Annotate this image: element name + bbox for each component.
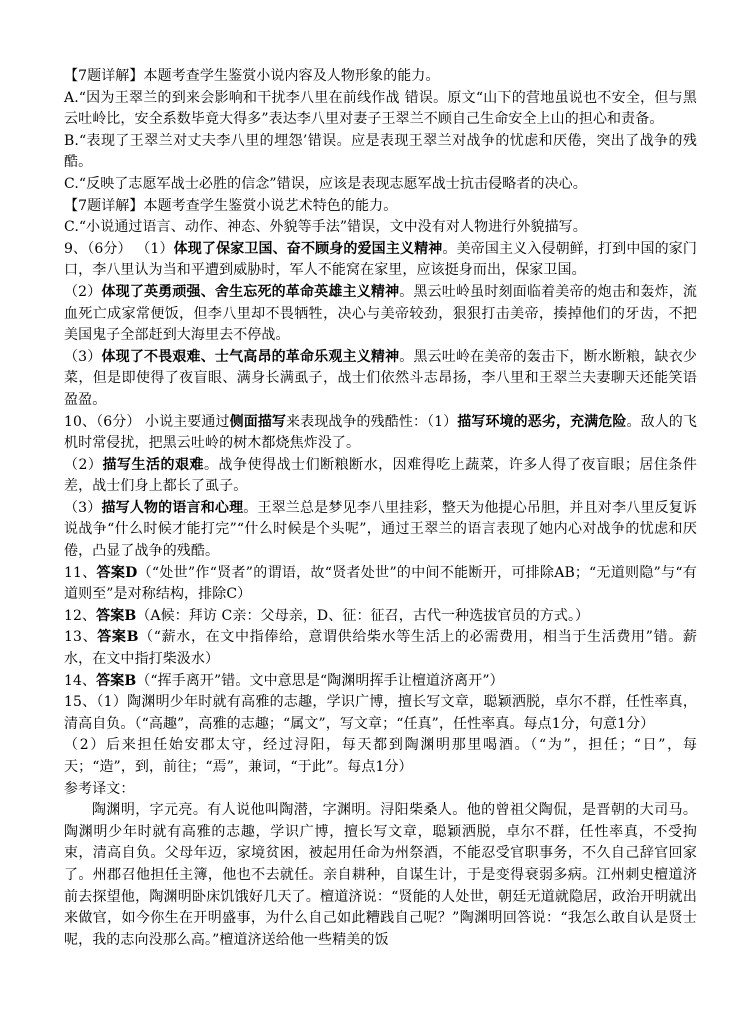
q10-point-2-key: 描写生活的艰难 bbox=[102, 456, 205, 473]
q7-option-a: A.“因为王翠兰的到来会影响和干扰李八里在前线作战 错误。原文“山下的营地虽说也不安全，但与黑云吐岭比，安全系数毕竟大得多”表达李八里对妻子王翠兰不顾自己生命安全上山的担心和责备。 bbox=[64, 89, 697, 128]
q10-method: 侧面描写 bbox=[229, 413, 287, 430]
q9-point-1-text: 。美帝国主义入侵朝鲜，打到中国的家门口，李八里认为当和平遭到威胁时，军人不能窝在家里，应该挺身而出，保家卫国。 bbox=[64, 240, 698, 279]
q12-answer bbox=[64, 606, 697, 628]
q10-point-2-num: （2） bbox=[64, 456, 103, 473]
q8-detail-heading: 【7题详解】本题考查学生鉴赏小说艺术特色的能力。 bbox=[64, 197, 398, 214]
q10-label: 10、（6分） 小说主要通过 bbox=[64, 413, 230, 430]
q9-point-1-key: 体现了保家卫国、奋不顾身的爱国主义精神 bbox=[173, 240, 443, 257]
q10-point-3-key: 描写人物的语言和心理 bbox=[101, 499, 244, 516]
q9-point-2 bbox=[64, 282, 697, 347]
q14-num: 14、 bbox=[64, 672, 97, 689]
q13-key: 答案B bbox=[97, 629, 139, 646]
q12-num: 12、 bbox=[64, 607, 97, 624]
q9-point-3-text: 。黑云吐岭在美帝的轰击下，断水断粮，缺衣少菜，但是即使得了夜盲眼、满身长满虱子，战士们依然斗志昂扬，李八里和王翠兰夫妻聊天还能笑语盈盈。 bbox=[64, 348, 697, 408]
q10-point-2 bbox=[64, 455, 697, 498]
q10-point-1 bbox=[64, 412, 697, 455]
q9-point-3 bbox=[64, 347, 697, 412]
translation-heading: 参考译文： bbox=[64, 780, 135, 797]
q7-option-b: B.“表现了王翠兰对丈夫李八里的埋怨’错误。应是表现王翠兰对战争的忧虑和厌倦，突出了战争的残酷。 bbox=[64, 132, 697, 171]
q10-point-2-text: 。战争使得战士们断粮断水，因难得吃上蔬菜，许多人得了夜盲眼；居住条件差，战士们身上都长了虱子。 bbox=[64, 456, 697, 495]
q9-point-3-num: （3） bbox=[64, 348, 102, 365]
q10-point-3 bbox=[64, 498, 697, 563]
q9-point-2-num: （2） bbox=[64, 283, 102, 300]
q9-point-1 bbox=[64, 239, 697, 282]
q14-text: （“挥手离开”错。文中意思是“陶渊明挥手让檀道济离开”） bbox=[136, 672, 504, 689]
q9-point-2-key: 体现了英勇顽强、舍生忘死的革命英雄主义精神 bbox=[101, 283, 400, 300]
q14-key: 答案B bbox=[96, 672, 137, 689]
q9-point-2-text: 。黑云吐岭虽时刻面临着美帝的炮击和轰炸，流血死亡成家常便饭，但李八里却不畏牺牲，决心与美帝较劲，狠狠打击美帝，揍掉他们的牙齿，不把美国鬼子全部赶到大海里去不停战。 bbox=[64, 283, 697, 344]
q13-num: 13、 bbox=[64, 629, 98, 646]
q12-text: （A候：拜访 C亲：父母亲，D、征：征召，古代一种选拔官员的方式。） bbox=[136, 607, 590, 624]
q9-label: 9、（6分） （1） bbox=[64, 240, 174, 257]
q11-key: 答案D bbox=[96, 564, 138, 581]
q9-point-3-key: 体现了不畏艰难、士气高昂的革命乐观主义精神 bbox=[101, 348, 400, 365]
q11-text: （“处世”作“贤者”的谓语，故“贤者处世”的中间不能断开，可排除AB；“无道则隐”与“有道则至”是对称结构，排除C） bbox=[64, 564, 697, 603]
q11-answer bbox=[64, 563, 697, 606]
q12-key: 答案B bbox=[96, 607, 137, 624]
q15-part-2: （2）后来担任始安郡太守，经过浔阳，每天都到陶渊明那里喝酒。（“为”，担任；“日”，每天；“造”，到，前往；“焉”，兼词，“于此”。每点1分） bbox=[64, 737, 697, 775]
q7-detail-heading: 【7题详解】本题考查学生鉴赏小说内容及人物形象的能力。 bbox=[64, 68, 440, 84]
q7-option-c: C.“反映了志愿军战士必胜的信念”错误，应该是表现志愿军战士抗击侵略者的决心。 bbox=[64, 175, 587, 192]
q10-point-3-text: 。王翠兰总是梦见李八里挂彩，整天为他提心吊胆，并且对李八里反复诉说战争“什么时候才能打完”“什么时候是个头呢”，通过王翠兰的语言表现了她内心对战争的忧虑和厌倦，凸显了战争的残酷。 bbox=[64, 499, 697, 560]
q13-answer bbox=[64, 627, 697, 670]
q11-num: 11、 bbox=[64, 564, 97, 581]
q10-point-3-num: （3） bbox=[64, 499, 102, 516]
q13-text: （“薪水，在文中指俸给，意谓供给柴水等生活上的必需费用，相当于生活费用”错。薪水，在文中指打柴汲水） bbox=[64, 629, 697, 668]
translation-body: 陶渊明，字元亮。有人说他叫陶潜，字渊明。浔阳柴桑人。他的曾祖父陶侃，是晋朝的大司马。陶渊明少年时就有高雅的志趣，学识广博，擅长写文章，聪颖洒脱，卓尔不群，任性率真，不受拘束，清高自负。父母年迈，家境贫困，被起用任命为州祭酒，不能忍受官职事务，不久自己辞官回家了。州郡召他担任主簿，他也不去就任。亲自耕种，自谋生计，于是变得衰弱多病。江州刺史檀道济前去探望他，陶渊明卧床饥饿好几天了。檀道济说：“贤能的人处世，朝廷无道就隐居，政治开明就出来做官，如今你生在开明盛事，为什么自己如此糟践自己呢？”陶渊明回答说：“我怎么敢自认是贤士呢，我的志向没那么高。”檀道济送给他一些精美的饭 bbox=[64, 802, 697, 948]
q14-answer bbox=[64, 671, 697, 693]
q8-option-c: C.“小说通过语言、动作、神态、外貌等手法”错误，文中没有对人物进行外貌描写。 bbox=[64, 219, 587, 236]
q10-point-1-text: 。敌人的飞机时常侵扰，把黑云吐岭的树木都烧焦炸没了。 bbox=[64, 413, 698, 452]
q10-intro: 来表现战争的残酷性：（1） bbox=[286, 413, 458, 430]
q10-point-1-key: 描写环境的恶劣，充满危险 bbox=[457, 413, 627, 430]
q15-part-1: 15、（1）陶渊明少年时就有高雅的志趣，学识广博，擅长写文章，聪颖洒脱，卓尔不群，任性率真，清高自负。（“高趣”，高雅的志趣；“属文”，写文章；“任真”，任性率真。每点1分，句意1分） bbox=[64, 694, 697, 732]
